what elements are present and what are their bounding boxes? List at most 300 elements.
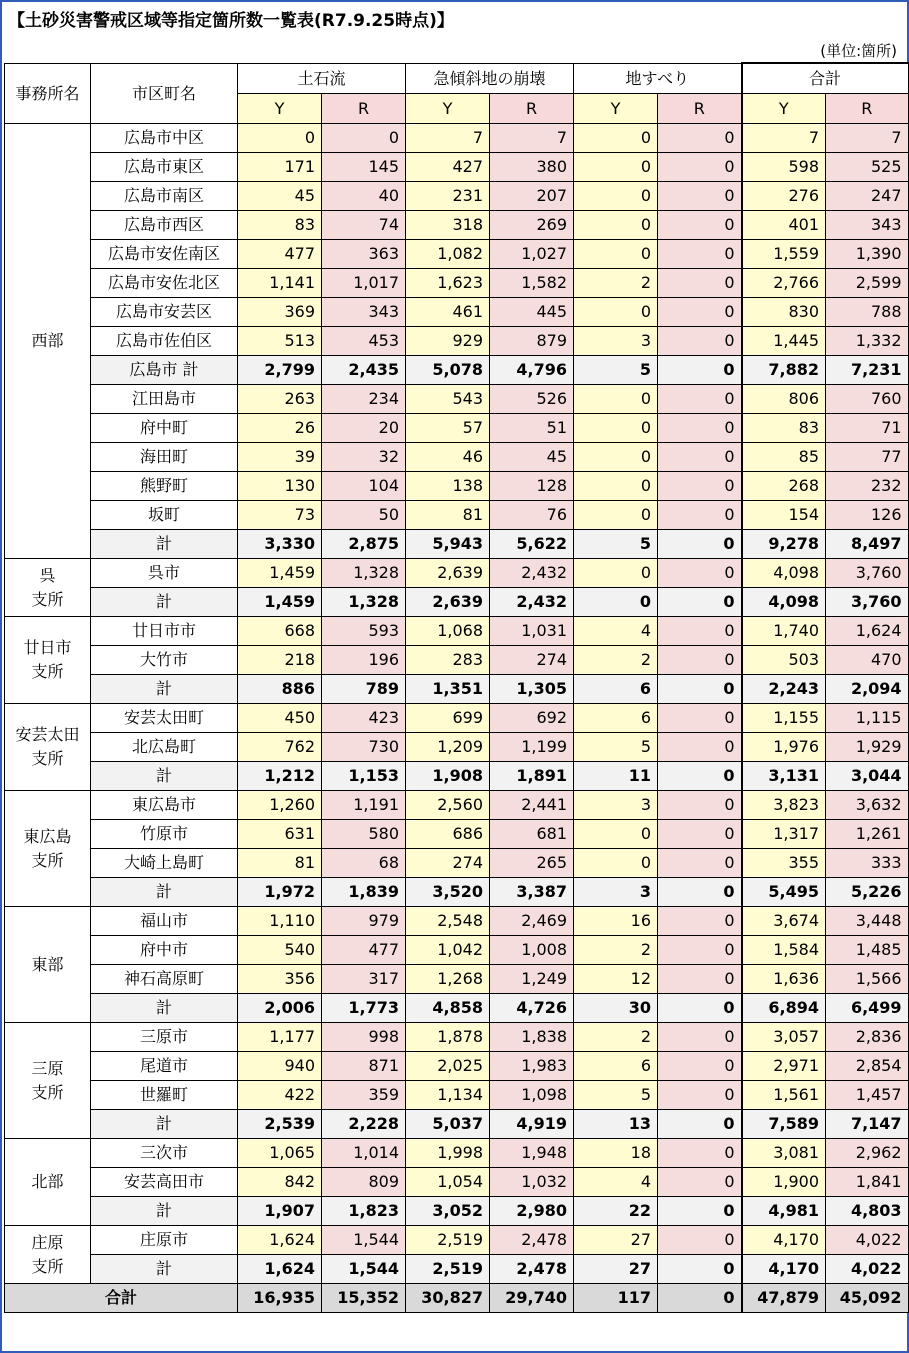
city-name: 三原市 xyxy=(91,1023,238,1052)
value-cell: 50 xyxy=(322,501,406,530)
city-name: 竹原市 xyxy=(91,820,238,849)
value-cell: 0 xyxy=(658,385,742,414)
table-row xyxy=(5,124,909,153)
value-cell: 32 xyxy=(322,443,406,472)
city-name: 廿日市市 xyxy=(91,617,238,646)
value-cell: 0 xyxy=(658,965,742,994)
value-cell: 762 xyxy=(238,733,322,762)
value-cell: 265 xyxy=(490,849,574,878)
value-cell: 401 xyxy=(742,211,826,240)
value-cell: 0 xyxy=(658,1168,742,1197)
value-cell: 1,566 xyxy=(826,965,909,994)
value-cell: 126 xyxy=(826,501,909,530)
office-name: 庄原 支所 xyxy=(5,1226,91,1284)
value-cell: 263 xyxy=(238,385,322,414)
office-name: 東広島 支所 xyxy=(5,791,91,907)
value-cell: 40 xyxy=(322,182,406,211)
value-cell: 1,459 xyxy=(238,588,322,617)
table-row xyxy=(5,1081,909,1110)
value-cell: 692 xyxy=(490,704,574,733)
value-cell: 7,589 xyxy=(742,1110,826,1139)
value-cell: 1,261 xyxy=(826,820,909,849)
value-cell: 886 xyxy=(238,675,322,704)
subtotal-row xyxy=(5,1110,909,1139)
subtotal-row xyxy=(5,675,909,704)
city-name: 大崎上島町 xyxy=(91,849,238,878)
city-name: 安芸太田町 xyxy=(91,704,238,733)
value-cell: 0 xyxy=(658,1110,742,1139)
value-cell: 3,632 xyxy=(826,791,909,820)
value-cell: 3,330 xyxy=(238,530,322,559)
value-cell: 0 xyxy=(658,559,742,588)
value-cell: 8,497 xyxy=(826,530,909,559)
value-cell: 0 xyxy=(658,1197,742,1226)
city-name: 神石高原町 xyxy=(91,965,238,994)
value-cell: 380 xyxy=(490,153,574,182)
value-cell: 12 xyxy=(574,965,658,994)
value-cell: 3 xyxy=(574,878,658,907)
value-cell: 1,134 xyxy=(406,1081,490,1110)
value-cell: 274 xyxy=(406,849,490,878)
office-name: 廿日市 支所 xyxy=(5,617,91,704)
value-cell: 3 xyxy=(574,327,658,356)
table-row xyxy=(5,443,909,472)
value-cell: 0 xyxy=(574,385,658,414)
table-row xyxy=(5,269,909,298)
value-cell: 0 xyxy=(658,269,742,298)
value-cell: 7 xyxy=(826,124,909,153)
value-cell: 0 xyxy=(658,443,742,472)
value-cell: 2,519 xyxy=(406,1226,490,1255)
value-cell: 2,478 xyxy=(490,1226,574,1255)
value-cell: 26 xyxy=(238,414,322,443)
value-cell: 2,766 xyxy=(742,269,826,298)
value-cell: 3,387 xyxy=(490,878,574,907)
value-cell: 1,636 xyxy=(742,965,826,994)
city-name: 呉市 xyxy=(91,559,238,588)
city-name: 計 xyxy=(91,762,238,791)
value-cell: 85 xyxy=(742,443,826,472)
value-cell: 5,622 xyxy=(490,530,574,559)
city-name: 大竹市 xyxy=(91,646,238,675)
value-cell: 356 xyxy=(238,965,322,994)
value-cell: 234 xyxy=(322,385,406,414)
value-cell: 929 xyxy=(406,327,490,356)
value-cell: 5,226 xyxy=(826,878,909,907)
value-cell: 0 xyxy=(658,820,742,849)
value-cell: 145 xyxy=(322,153,406,182)
value-cell: 3,052 xyxy=(406,1197,490,1226)
value-cell: 461 xyxy=(406,298,490,327)
value-cell: 2,560 xyxy=(406,791,490,820)
value-cell: 68 xyxy=(322,849,406,878)
value-cell: 1,823 xyxy=(322,1197,406,1226)
value-cell: 2,548 xyxy=(406,907,490,936)
office-name: 東部 xyxy=(5,907,91,1023)
city-name: 広島市 計 xyxy=(91,356,238,385)
value-cell: 2,006 xyxy=(238,994,322,1023)
value-cell: 3,044 xyxy=(826,762,909,791)
value-cell: 128 xyxy=(490,472,574,501)
value-cell: 1,141 xyxy=(238,269,322,298)
value-cell: 979 xyxy=(322,907,406,936)
value-cell: 598 xyxy=(742,153,826,182)
value-cell: 0 xyxy=(658,675,742,704)
value-cell: 2,962 xyxy=(826,1139,909,1168)
value-cell: 138 xyxy=(406,472,490,501)
value-cell: 30 xyxy=(574,994,658,1023)
value-cell: 57 xyxy=(406,414,490,443)
value-cell: 1,054 xyxy=(406,1168,490,1197)
city-name: 計 xyxy=(91,530,238,559)
value-cell: 470 xyxy=(826,646,909,675)
subtotal-row xyxy=(5,530,909,559)
value-cell: 11 xyxy=(574,762,658,791)
value-cell: 7,231 xyxy=(826,356,909,385)
value-cell: 1,841 xyxy=(826,1168,909,1197)
value-cell: 1,838 xyxy=(490,1023,574,1052)
table-row xyxy=(5,1052,909,1081)
value-cell: 359 xyxy=(322,1081,406,1110)
table-row xyxy=(5,298,909,327)
page-title: 【土砂災害警戒区域等指定箇所数一覧表(R7.9.25時点)】 xyxy=(8,11,454,31)
header-total: 合計 xyxy=(742,63,909,94)
value-cell: 3,448 xyxy=(826,907,909,936)
value-cell: 6,499 xyxy=(826,994,909,1023)
value-cell: 6 xyxy=(574,1052,658,1081)
city-name: 広島市東区 xyxy=(91,153,238,182)
value-cell: 540 xyxy=(238,936,322,965)
value-cell: 355 xyxy=(742,849,826,878)
header-office: 事務所名 xyxy=(5,63,91,124)
value-cell: 2,875 xyxy=(322,530,406,559)
value-cell: 9,278 xyxy=(742,530,826,559)
city-name: 福山市 xyxy=(91,907,238,936)
table-row xyxy=(5,240,909,269)
value-cell: 247 xyxy=(826,182,909,211)
value-cell: 2,854 xyxy=(826,1052,909,1081)
value-cell: 477 xyxy=(322,936,406,965)
value-cell: 871 xyxy=(322,1052,406,1081)
value-cell: 0 xyxy=(658,791,742,820)
value-cell: 477 xyxy=(238,240,322,269)
value-cell: 1,972 xyxy=(238,878,322,907)
table-row xyxy=(5,1226,909,1255)
value-cell: 1,948 xyxy=(490,1139,574,1168)
value-cell: 3,674 xyxy=(742,907,826,936)
value-cell: 283 xyxy=(406,646,490,675)
value-cell: 1,561 xyxy=(742,1081,826,1110)
value-cell: 76 xyxy=(490,501,574,530)
value-cell: 4,803 xyxy=(826,1197,909,1226)
table-row xyxy=(5,704,909,733)
value-cell: 0 xyxy=(574,588,658,617)
city-name: 尾道市 xyxy=(91,1052,238,1081)
value-cell: 1,260 xyxy=(238,791,322,820)
value-cell: 1,191 xyxy=(322,791,406,820)
value-cell: 1,351 xyxy=(406,675,490,704)
value-cell: 6 xyxy=(574,675,658,704)
value-cell: 760 xyxy=(826,385,909,414)
grand-total-value: 117 xyxy=(574,1284,658,1313)
value-cell: 130 xyxy=(238,472,322,501)
value-cell: 1,582 xyxy=(490,269,574,298)
city-name: 広島市佐伯区 xyxy=(91,327,238,356)
subtotal-row xyxy=(5,588,909,617)
value-cell: 0 xyxy=(658,849,742,878)
city-name: 広島市西区 xyxy=(91,211,238,240)
value-cell: 207 xyxy=(490,182,574,211)
value-cell: 0 xyxy=(574,414,658,443)
value-cell: 699 xyxy=(406,704,490,733)
subtotal-row xyxy=(5,762,909,791)
value-cell: 1,773 xyxy=(322,994,406,1023)
value-cell: 2,799 xyxy=(238,356,322,385)
value-cell: 1,891 xyxy=(490,762,574,791)
value-cell: 1,317 xyxy=(742,820,826,849)
value-cell: 1,199 xyxy=(490,733,574,762)
value-cell: 0 xyxy=(574,211,658,240)
header-y: Y xyxy=(742,94,826,124)
value-cell: 2 xyxy=(574,646,658,675)
value-cell: 0 xyxy=(658,298,742,327)
value-cell: 1,110 xyxy=(238,907,322,936)
value-cell: 1,249 xyxy=(490,965,574,994)
value-cell: 2,836 xyxy=(826,1023,909,1052)
value-cell: 3,081 xyxy=(742,1139,826,1168)
value-cell: 5,943 xyxy=(406,530,490,559)
header-r: R xyxy=(658,94,742,124)
value-cell: 3 xyxy=(574,791,658,820)
value-cell: 5 xyxy=(574,356,658,385)
value-cell: 3,760 xyxy=(826,588,909,617)
header-y: Y xyxy=(574,94,658,124)
value-cell: 1,908 xyxy=(406,762,490,791)
value-cell: 74 xyxy=(322,211,406,240)
value-cell: 318 xyxy=(406,211,490,240)
grand-total-row xyxy=(5,1284,909,1313)
value-cell: 4,170 xyxy=(742,1255,826,1284)
value-cell: 4,981 xyxy=(742,1197,826,1226)
table-row xyxy=(5,646,909,675)
city-name: 熊野町 xyxy=(91,472,238,501)
grand-total-label: 合計 xyxy=(5,1284,238,1313)
value-cell: 5,078 xyxy=(406,356,490,385)
subtotal-row xyxy=(5,1255,909,1284)
value-cell: 0 xyxy=(658,356,742,385)
value-cell: 71 xyxy=(826,414,909,443)
value-cell: 5,037 xyxy=(406,1110,490,1139)
value-cell: 1,332 xyxy=(826,327,909,356)
value-cell: 2,435 xyxy=(322,356,406,385)
value-cell: 4,022 xyxy=(826,1226,909,1255)
value-cell: 6 xyxy=(574,704,658,733)
value-cell: 525 xyxy=(826,153,909,182)
value-cell: 0 xyxy=(658,530,742,559)
value-cell: 5 xyxy=(574,530,658,559)
value-cell: 543 xyxy=(406,385,490,414)
city-name: 海田町 xyxy=(91,443,238,472)
value-cell: 2,094 xyxy=(826,675,909,704)
value-cell: 0 xyxy=(574,472,658,501)
value-cell: 83 xyxy=(238,211,322,240)
value-cell: 13 xyxy=(574,1110,658,1139)
office-name: 北部 xyxy=(5,1139,91,1226)
header-landslide: 地すべり xyxy=(574,63,742,94)
value-cell: 2,025 xyxy=(406,1052,490,1081)
header-r: R xyxy=(322,94,406,124)
value-cell: 1,155 xyxy=(742,704,826,733)
office-name: 西部 xyxy=(5,124,91,559)
subtotal-row xyxy=(5,356,909,385)
value-cell: 0 xyxy=(658,1255,742,1284)
table-row xyxy=(5,733,909,762)
value-cell: 0 xyxy=(658,327,742,356)
value-cell: 422 xyxy=(238,1081,322,1110)
value-cell: 0 xyxy=(574,298,658,327)
value-cell: 445 xyxy=(490,298,574,327)
value-cell: 1,027 xyxy=(490,240,574,269)
value-cell: 0 xyxy=(574,153,658,182)
value-cell: 0 xyxy=(658,1052,742,1081)
value-cell: 6,894 xyxy=(742,994,826,1023)
city-name: 東広島市 xyxy=(91,791,238,820)
value-cell: 1,983 xyxy=(490,1052,574,1081)
value-cell: 20 xyxy=(322,414,406,443)
value-cell: 1,328 xyxy=(322,588,406,617)
value-cell: 51 xyxy=(490,414,574,443)
value-cell: 46 xyxy=(406,443,490,472)
value-cell: 0 xyxy=(658,646,742,675)
value-cell: 81 xyxy=(406,501,490,530)
value-cell: 1,068 xyxy=(406,617,490,646)
grand-total-value: 45,092 xyxy=(826,1284,909,1313)
value-cell: 1,544 xyxy=(322,1255,406,1284)
value-cell: 1,457 xyxy=(826,1081,909,1110)
city-name: 計 xyxy=(91,878,238,907)
value-cell: 1,584 xyxy=(742,936,826,965)
value-cell: 5,495 xyxy=(742,878,826,907)
grand-total-value: 47,879 xyxy=(742,1284,826,1313)
value-cell: 1,017 xyxy=(322,269,406,298)
value-cell: 154 xyxy=(742,501,826,530)
value-cell: 2,599 xyxy=(826,269,909,298)
value-cell: 513 xyxy=(238,327,322,356)
value-cell: 5 xyxy=(574,1081,658,1110)
value-cell: 171 xyxy=(238,153,322,182)
value-cell: 1,115 xyxy=(826,704,909,733)
subtotal-row xyxy=(5,878,909,907)
value-cell: 0 xyxy=(658,211,742,240)
value-cell: 1,624 xyxy=(238,1226,322,1255)
table-body xyxy=(5,124,909,1313)
table-row xyxy=(5,965,909,994)
city-name: 計 xyxy=(91,588,238,617)
value-cell: 0 xyxy=(658,153,742,182)
value-cell: 268 xyxy=(742,472,826,501)
value-cell: 231 xyxy=(406,182,490,211)
table-row xyxy=(5,327,909,356)
value-cell: 2,441 xyxy=(490,791,574,820)
value-cell: 0 xyxy=(658,617,742,646)
value-cell: 423 xyxy=(322,704,406,733)
table-row xyxy=(5,559,909,588)
value-cell: 7,147 xyxy=(826,1110,909,1139)
header-steep-slope: 急傾斜地の崩壊 xyxy=(406,63,574,94)
value-cell: 1,212 xyxy=(238,762,322,791)
value-cell: 45 xyxy=(238,182,322,211)
value-cell: 1,878 xyxy=(406,1023,490,1052)
city-name: 三次市 xyxy=(91,1139,238,1168)
value-cell: 363 xyxy=(322,240,406,269)
value-cell: 1,008 xyxy=(490,936,574,965)
grand-total-value: 30,827 xyxy=(406,1284,490,1313)
value-cell: 4 xyxy=(574,1168,658,1197)
value-cell: 1,268 xyxy=(406,965,490,994)
header-r: R xyxy=(826,94,909,124)
value-cell: 1,390 xyxy=(826,240,909,269)
value-cell: 343 xyxy=(826,211,909,240)
city-name: 世羅町 xyxy=(91,1081,238,1110)
value-cell: 809 xyxy=(322,1168,406,1197)
value-cell: 0 xyxy=(658,936,742,965)
value-cell: 1,907 xyxy=(238,1197,322,1226)
table-row xyxy=(5,1139,909,1168)
value-cell: 2,980 xyxy=(490,1197,574,1226)
value-cell: 16 xyxy=(574,907,658,936)
value-cell: 2,243 xyxy=(742,675,826,704)
value-cell: 686 xyxy=(406,820,490,849)
value-cell: 1,082 xyxy=(406,240,490,269)
value-cell: 73 xyxy=(238,501,322,530)
value-cell: 4,170 xyxy=(742,1226,826,1255)
value-cell: 274 xyxy=(490,646,574,675)
table-row xyxy=(5,211,909,240)
city-name: 広島市安佐北区 xyxy=(91,269,238,298)
subtotal-row xyxy=(5,994,909,1023)
value-cell: 0 xyxy=(658,501,742,530)
value-cell: 1,929 xyxy=(826,733,909,762)
value-cell: 0 xyxy=(574,501,658,530)
value-cell: 4,098 xyxy=(742,588,826,617)
value-cell: 3,057 xyxy=(742,1023,826,1052)
value-cell: 1,032 xyxy=(490,1168,574,1197)
value-cell: 7 xyxy=(406,124,490,153)
value-cell: 39 xyxy=(238,443,322,472)
value-cell: 317 xyxy=(322,965,406,994)
city-name: 計 xyxy=(91,1197,238,1226)
value-cell: 45 xyxy=(490,443,574,472)
table-row xyxy=(5,182,909,211)
value-cell: 83 xyxy=(742,414,826,443)
value-cell: 450 xyxy=(238,704,322,733)
office-name: 三原 支所 xyxy=(5,1023,91,1139)
value-cell: 2 xyxy=(574,1023,658,1052)
value-cell: 7,882 xyxy=(742,356,826,385)
value-cell: 2,539 xyxy=(238,1110,322,1139)
value-cell: 580 xyxy=(322,820,406,849)
value-cell: 0 xyxy=(574,849,658,878)
value-cell: 4,098 xyxy=(742,559,826,588)
value-cell: 879 xyxy=(490,327,574,356)
value-cell: 0 xyxy=(574,124,658,153)
value-cell: 369 xyxy=(238,298,322,327)
table-row xyxy=(5,820,909,849)
value-cell: 2,432 xyxy=(490,588,574,617)
value-cell: 631 xyxy=(238,820,322,849)
city-name: 広島市中区 xyxy=(91,124,238,153)
value-cell: 1,177 xyxy=(238,1023,322,1052)
